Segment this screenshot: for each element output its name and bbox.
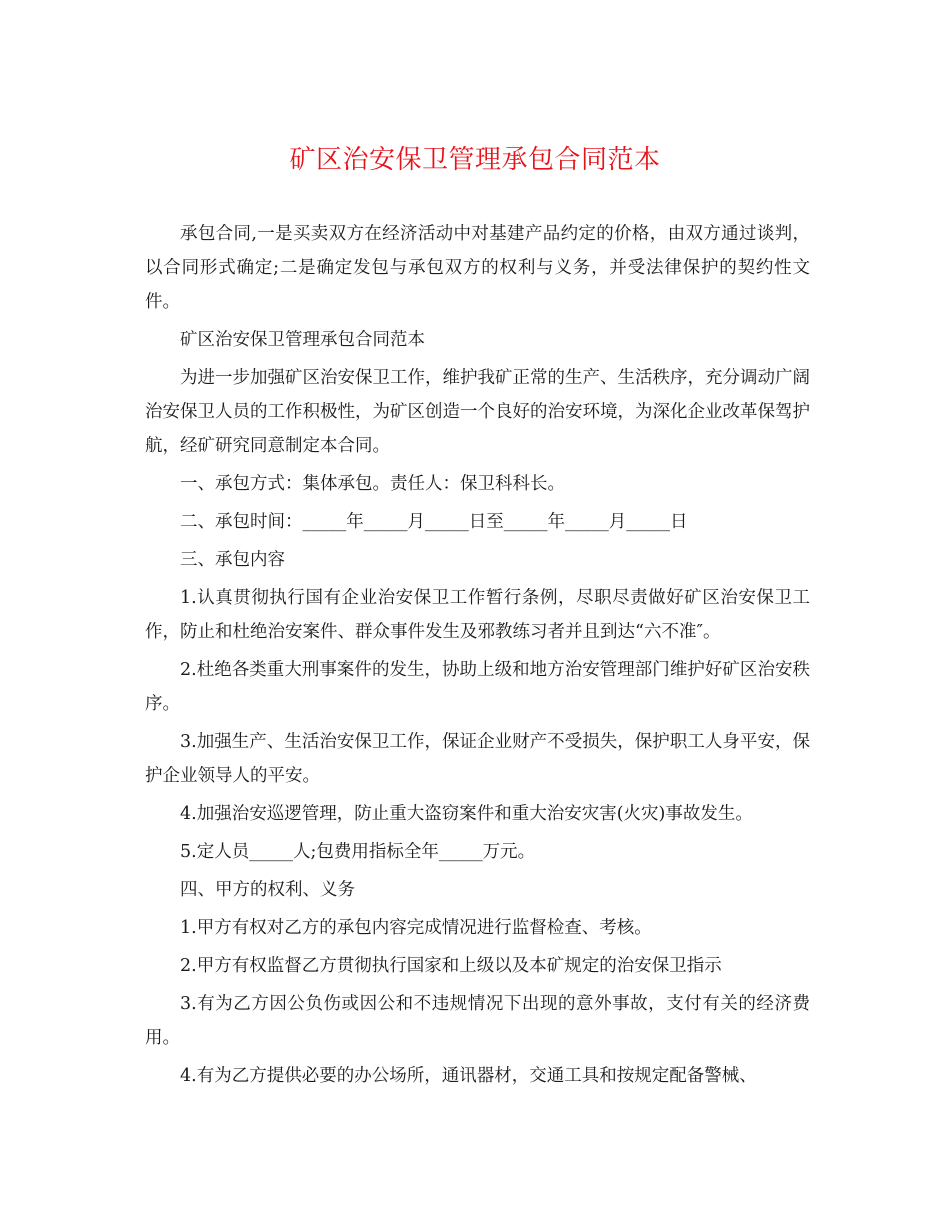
paragraph-section-1: 一、承包方式：集体承包。责任人：保卫科科长。 xyxy=(180,474,565,494)
paragraph-item-3-1: 1.认真贯彻执行国有企业治安保卫工作暂行条例，尽职尽责做好矿区治安保卫工作，防止和杜绝治安案件、群众事件发生及邪教练习者并且到达“六不准″。 xyxy=(145,588,810,642)
paragraph-item-3-2: 2.杜绝各类重大刑事案件的发生，协助上级和地方治安管理部门维护好矿区治安秩序。 xyxy=(145,660,810,714)
paragraph-section-3-heading: 三、承包内容 xyxy=(180,550,285,570)
paragraph-item-3-4: 4.加强治安巡逻管理，防止重大盗窃案件和重大治安灾害(火灾)事故发生。 xyxy=(180,804,753,824)
document-body xyxy=(145,217,810,1097)
paragraph-item-4-2: 2.甲方有权监督乙方贯彻执行国家和上级以及本矿规定的治安保卫指示 xyxy=(180,956,722,976)
paragraph-item-4-1: 1.甲方有权对乙方的承包内容完成情况进行监督检查、考核。 xyxy=(180,918,652,938)
document-title: 矿区治安保卫管理承包合同范本 xyxy=(289,145,661,175)
paragraph-intro: 承包合同,一是买卖双方在经济活动中对基建产品约定的价格，由双方通过谈判，以合同形式确定;二是确定发包与承包双方的权利与义务，并受法律保护的契约性文件。 xyxy=(145,224,810,312)
paragraph-subtitle: 矿区治安保卫管理承包合同范本 xyxy=(180,330,425,350)
paragraph-preamble: 为进一步加强矿区治安保卫工作，维护我矿正常的生产、生活秩序，充分调动广阔治安保卫人员的工作积极性，为矿区创造一个良好的治安环境，为深化企业改革保驾护航，经矿研究同意制定本合同。 xyxy=(145,368,810,456)
paragraph-item-4-4: 4.有为乙方提供必要的办公场所，通讯器材，交通工具和按规定配备警械、 xyxy=(180,1066,757,1086)
paragraph-item-4-3: 3.有为乙方因公负伤或因公和不违规情况下出现的意外事故，支付有关的经济费用。 xyxy=(145,994,810,1048)
paragraph-section-4-heading: 四、甲方的权利、义务 xyxy=(180,880,355,900)
paragraph-item-3-5: 5.定人员_____人;包费用指标全年_____万元。 xyxy=(180,842,536,862)
paragraph-section-2: 二、承包时间：_____年_____月_____日至_____年_____月_____日 xyxy=(180,512,688,532)
paragraph-item-3-3: 3.加强生产、生活治安保卫工作，保证企业财产不受损失，保护职工人身平安，保护企业领导人的平安。 xyxy=(145,732,810,786)
